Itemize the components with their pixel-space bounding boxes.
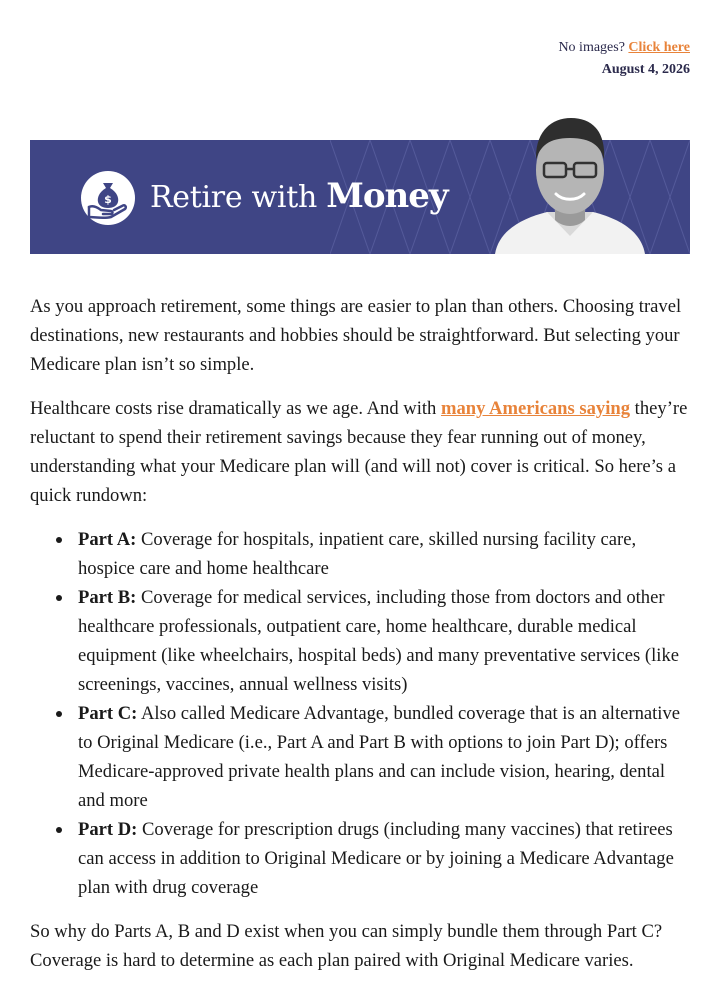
article-body: [30, 292, 692, 990]
list-item-part-a: [78, 525, 692, 583]
click-here-link[interactable]: Click here: [628, 40, 690, 55]
many-americans-link[interactable]: many Americans saying: [440, 398, 631, 419]
banner-title: [150, 174, 448, 220]
money-bag-hand-icon: [81, 171, 135, 225]
paragraph-text: Healthcare costs rise dramatically as we age. And with: [30, 398, 441, 419]
preheader: [558, 37, 690, 81]
part-description: Coverage for medical services, including those from doctors and other healthcare professionals, outpatient care, home healthcare, durable medical equipment (like wheelchairs, hospital beds) and many preventative services (like screenings, vaccines, annual wellness visits): [78, 587, 679, 695]
intro-paragraph: As you approach retirement, some things are easier to plan than others. Choosing travel destinations, new restaurants and hobbies should be straightforward. But selecting your Medicare plan isn’t so simple.: [30, 296, 682, 375]
list-item-part-c: [78, 699, 692, 815]
part-description: Also called Medicare Advantage, bundled coverage that is an alternative to Original Medicare (i.e., Part A and Part B with options to join Part D); offers Medicare-approved private health plans and can include vision, hearing, dental and more: [78, 703, 680, 811]
no-images-text: No images?: [558, 40, 625, 55]
healthcare-paragraph: [30, 394, 692, 510]
list-item-part-d: [78, 815, 692, 902]
part-description: Coverage for prescription drugs (including many vaccines) that retirees can access in addition to Original Medicare or by joining a Medicare Advantage plan with drug coverage: [78, 819, 674, 898]
closing-paragraph: So why do Parts A, B and D exist when you can simply bundle them through Part C? Coverage is hard to determine as each plan paired with Original Medicare varies.: [30, 921, 663, 971]
part-description: Coverage for hospitals, inpatient care, skilled nursing facility care, hospice care and home healthcare: [78, 529, 637, 579]
part-label: Part B:: [78, 587, 137, 608]
banner-title-part2: Money: [326, 176, 448, 216]
paragraph-text: they’re reluctant to spend their retirement savings because they fear running out of money, understanding what your Medicare plan will (and will not) cover is critical. So here’s a quick rundown:: [30, 398, 688, 506]
banner-title-part1: Retire with: [150, 180, 317, 215]
list-item-part-b: [78, 583, 692, 699]
issue-date: August 4, 2026: [601, 62, 690, 77]
medicare-parts-list: [30, 525, 692, 902]
newsletter-banner: [30, 140, 690, 254]
part-label: Part D:: [78, 819, 138, 840]
part-label: Part A:: [78, 529, 137, 550]
svg-text:$: $: [104, 193, 112, 206]
view-online-line: [558, 37, 690, 59]
part-label: Part C:: [78, 703, 138, 724]
host-portrait: [485, 108, 655, 254]
